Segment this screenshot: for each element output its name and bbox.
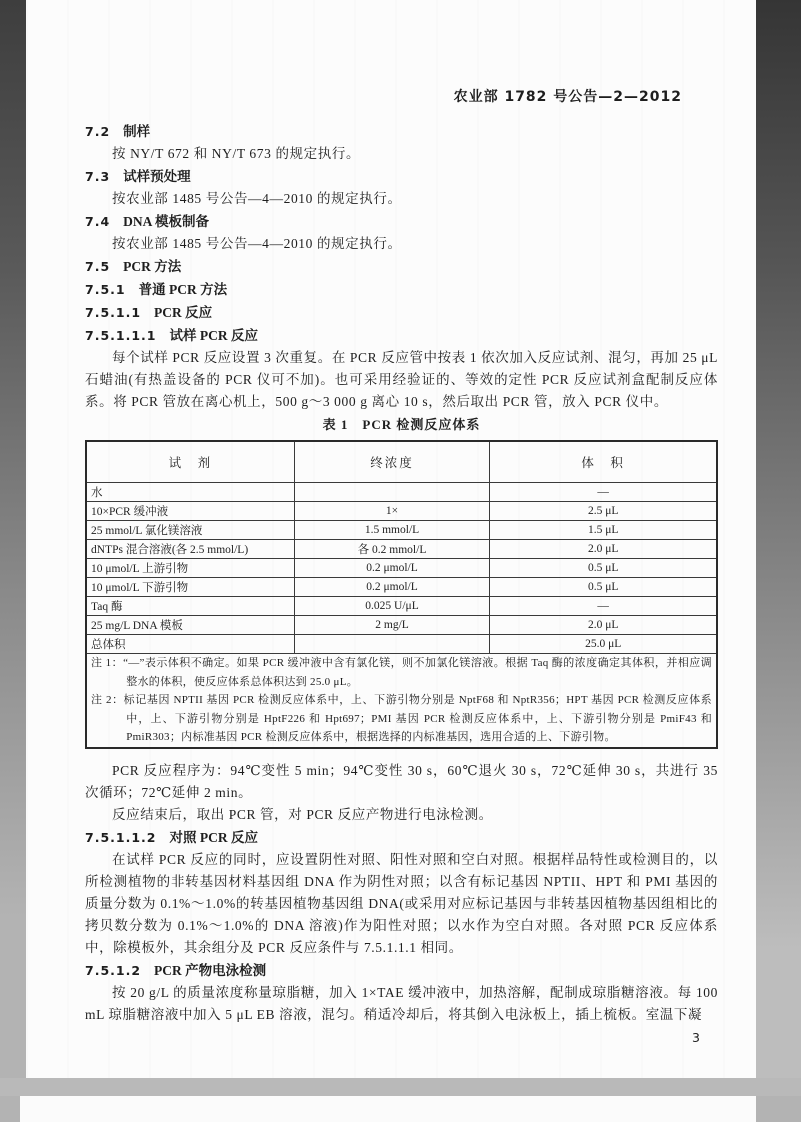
heading-title: 试样预处理 [123,169,191,184]
table-1-caption: 表 1 PCR 检测反应体系 [322,417,481,432]
paragraph-pcr-program: PCR 反应程序为：94℃变性 5 min；94℃变性 30 s，60℃退火 30 s，72℃延伸 30 s，共进行 35 次循环；72℃延伸 2 min。 [85,762,718,800]
table-row [86,559,717,578]
heading-7-5-1 [85,279,718,301]
table-row [86,597,717,616]
table-cell [294,483,490,502]
heading-number: 7.2 [85,124,111,139]
table-row [86,502,717,521]
document-page [26,0,756,1078]
page-content [26,0,756,1045]
table-cell: 10 μmol/L 上游引物 [86,559,294,578]
paragraph-after-program: 反应结束后，取出 PCR 管，对 PCR 反应产物进行电泳检测。 [112,806,493,822]
heading-7-5-1-2 [85,960,718,982]
table-cell: Taq 酶 [86,597,294,616]
table-cell: 各 0.2 mmol/L [294,540,490,559]
heading-7-3 [85,166,718,188]
heading-title: 普通 PCR 方法 [138,282,228,297]
table-cell: 0.2 μmol/L [294,559,490,578]
heading-title: 试样 PCR 反应 [169,328,258,343]
heading-7-5-1-1 [85,302,718,324]
heading-title: PCR 方法 [123,259,182,274]
heading-title: 对照 PCR 反应 [169,829,258,845]
table-cell: 2.0 μL [490,616,717,635]
heading-number: 7.5 [85,259,111,274]
paragraph-7-2: 按 NY/T 672 和 NY/T 673 的规定执行。 [112,146,361,161]
heading-7-4 [85,211,718,233]
heading-number: 7.4 [85,214,111,229]
table-header-final-concentration: 终浓度 [294,441,490,483]
table-cell: 2 mg/L [294,616,490,635]
table-cell: 2.0 μL [490,540,717,559]
paragraph-electrophoresis: 按 20 g/L 的质量浓度称量琼脂糖，加入 1×TAE 缓冲液中，加热溶解，配制成琼脂糖溶液。每 100 mL 琼脂糖溶液中加入 5 μL EB 溶液，混匀。稍适冷却后，将其倒入电泳板上，插上梳板。室温下凝 [85,984,718,1022]
heading-number: 7.3 [85,169,111,184]
table-note-1: 注 1：“—”表示体积不确定。如果 PCR 缓冲液中含有氯化镁，则不加氯化镁溶液。根据 Taq 酶的浓度确定其体积，并相应调整水的体积，使反应体系总体积达到 25.0 μL。 [91,657,712,688]
table-cell: 1.5 μL [490,521,717,540]
table-cell: — [490,597,717,616]
paragraph-7-4: 按农业部 1485 号公告—4—2010 的规定执行。 [112,236,402,251]
heading-number: 7.5.1.1.2 [85,829,157,845]
heading-title: PCR 反应 [154,305,213,320]
heading-7-5 [85,256,718,278]
scan-left-edge [0,0,26,1078]
heading-number: 7.5.1.1 [85,305,142,320]
scan-right-edge [756,0,801,1078]
table-1 [85,440,718,749]
table-cell: 0.025 U/μL [294,597,490,616]
table-cell: 0.2 μmol/L [294,578,490,597]
table-cell: 水 [86,483,294,502]
table-cell: dNTPs 混合溶液(各 2.5 mmol/L) [86,540,294,559]
table-cell: 10 μmol/L 下游引物 [86,578,294,597]
heading-number: 7.5.1.2 [85,962,142,978]
heading-title: 制样 [123,124,151,139]
table-cell: 0.5 μL [490,578,717,597]
table-row [86,521,717,540]
next-page-edge [20,1096,756,1122]
heading-number: 7.5.1 [85,282,126,297]
table-note-2: 注 2：标记基因 NPTII 基因 PCR 检测反应体系中，上、下游引物分别是 NptF68 和 NptR356；HPT 基因 PCR 检测反应体系中，上、下游引物分别是 HptF226 和 Hpt697；PMI 基因 PCR 检测反应体系中，上、下游引物分别是 PmiF43 和 PmiR303；内标准基因 PCR 检测反应体系中，根据选择的内标准基因，选用合适的上、下游引物。 [91,694,712,743]
table-row [86,483,717,502]
table-cell: 25.0 μL [490,635,717,654]
table-cell [294,635,490,654]
table-row [86,616,717,635]
table-header-volume: 体 积 [490,441,717,483]
table-row [86,540,717,559]
heading-7-2 [85,121,718,143]
heading-title: PCR 产物电泳检测 [154,962,267,978]
table-cell: 总体积 [86,635,294,654]
document-header: 农业部 1782 号公告—2—2012 [453,89,682,105]
table-cell: 2.5 μL [490,502,717,521]
table-row [86,578,717,597]
heading-7-5-1-1-2 [85,827,718,849]
table-row [86,635,717,654]
table-cell: 1.5 mmol/L [294,521,490,540]
table-cell: 25 mmol/L 氯化镁溶液 [86,521,294,540]
table-cell: — [490,483,717,502]
paragraph-7-3: 按农业部 1485 号公告—4—2010 的规定执行。 [112,191,402,206]
page-gap [0,1078,801,1096]
table-notes [86,654,717,748]
table-cell: 1× [294,502,490,521]
heading-7-5-1-1-1 [85,325,718,347]
table-header-reagent: 试 剂 [86,441,294,483]
table-cell: 0.5 μL [490,559,717,578]
page-number: 3 [692,1029,700,1045]
table-cell: 25 mg/L DNA 模板 [86,616,294,635]
heading-number: 7.5.1.1.1 [85,328,157,343]
table-header-row [86,441,717,483]
table-notes-row [86,654,717,748]
table-cell: 10×PCR 缓冲液 [86,502,294,521]
paragraph-control-pcr: 在试样 PCR 反应的同时，应设置阴性对照、阳性对照和空白对照。根据样品特性或检测目的，以所检测植物的非转基因材料基因组 DNA 作为阴性对照；以含有标记基因 NPTII、HPT 和 PMI 基因的质量分数为 0.1%～1.0%的转基因植物基因组 DNA(或采用对应标记基因与非转基因植物基因组相比的拷贝数分数为 0.1%～1.0%的 DNA 溶液)作为阳性对照；以水作为空白对照。各对照 PCR 反应体系中，除模板外，其余组分及 PCR 反应条件与 7.5.1.1.1 相同。 [85,851,718,955]
paragraph-sample-pcr: 每个试样 PCR 反应设置 3 次重复。在 PCR 反应管中按表 1 依次加入反应试剂、混匀，再加 25 μL 石蜡油(有热盖设备的 PCR 仪可不加)。也可采用经验证的、等效的定性 PCR 反应试剂盒配制反应体系。将 PCR 管放在离心机上，500 g～3 000 g 离心 10 s，然后取出 PCR 管，放入 PCR 仪中。 [85,350,718,409]
heading-title: DNA 模板制备 [123,214,210,229]
